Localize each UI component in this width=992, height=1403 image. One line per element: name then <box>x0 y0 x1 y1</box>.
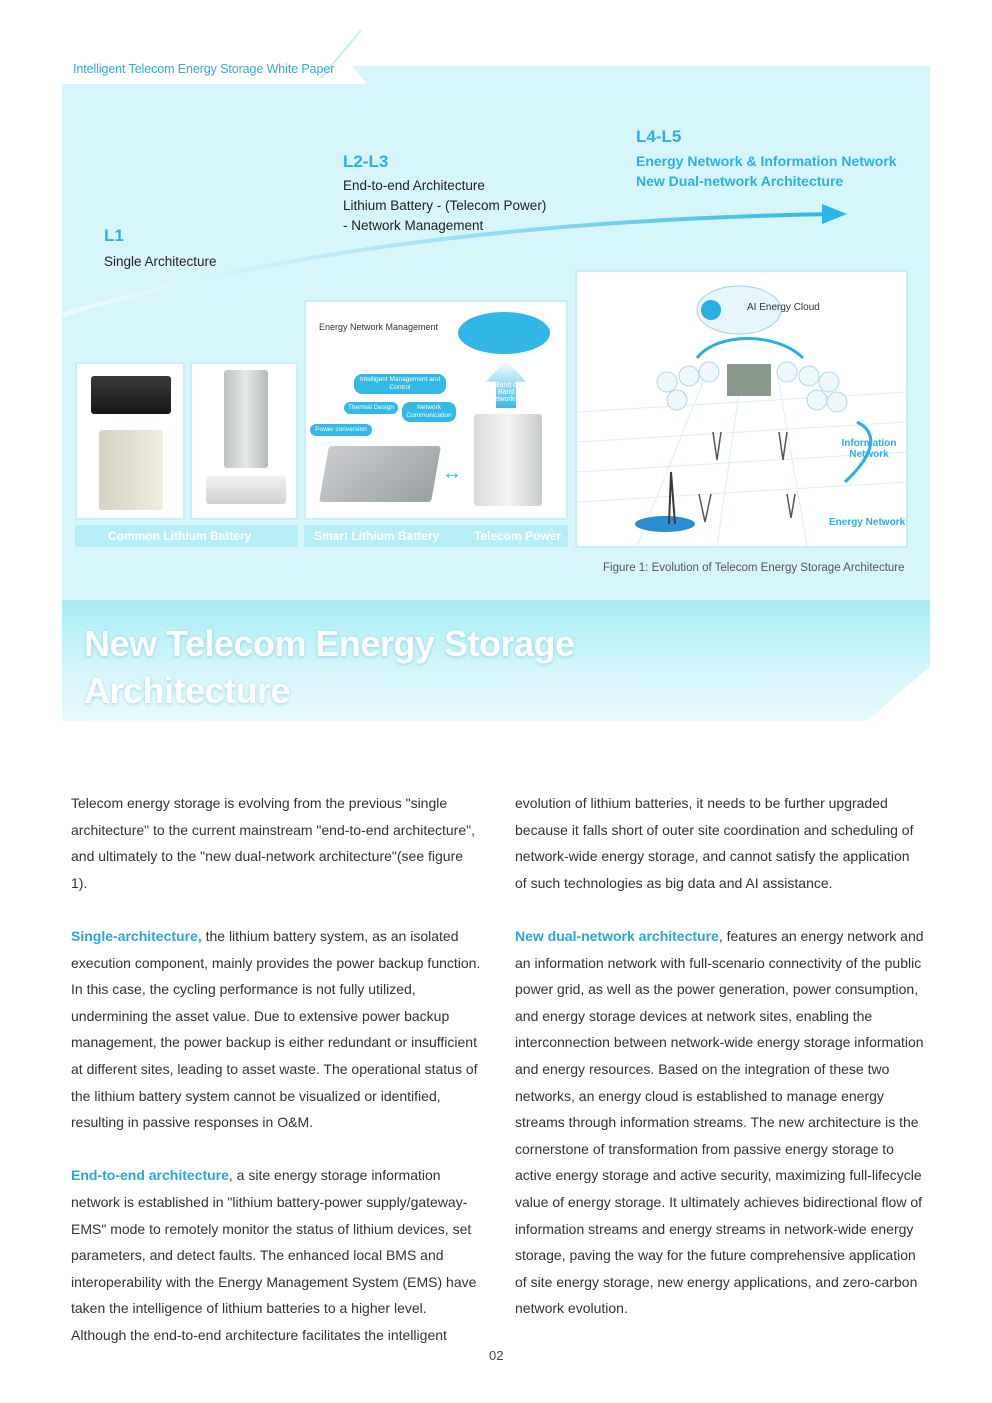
level-l2 <box>343 152 546 236</box>
dual-network-heading: New dual-network architecture <box>515 927 719 944</box>
body-column-left <box>71 790 481 1375</box>
panel-common-battery-1 <box>75 362 185 520</box>
end-to-end-text: , a site energy storage information network is established in "lithium battery-power supply/gateway-EMS" mode to remotely monitor the status of lithium devices, set parameters, and detect faults. The enhanced local BMS and interoperability with the Energy Management System (EMS) have taken the intelligence of lithium batteries to a higher level. Although the end-to-end architecture facilitates the intelligent <box>71 1167 477 1343</box>
panel-smart-battery <box>304 300 568 520</box>
tag-network-communication: Network Communication <box>402 402 456 422</box>
level-l2-code: L2-L3 <box>343 152 389 171</box>
cloud-icon <box>458 312 550 354</box>
level-l4 <box>636 127 897 191</box>
document-header-title: Intelligent Telecom Energy Storage White Paper <box>73 62 335 76</box>
tag-power-conversion: Power conversion <box>310 424 372 436</box>
paragraph-single-architecture <box>71 923 481 1136</box>
smart-battery-caption <box>304 525 568 547</box>
end-to-end-heading: End-to-end architecture <box>71 1167 229 1184</box>
panel-common-battery-2 <box>190 362 298 520</box>
telecom-power-label: Telecom Power <box>474 529 562 543</box>
paragraph-intro: Telecom energy storage is evolving from the previous "single architecture" to the current mainstream "end-to-end architecture", and ultimately to the "new dual-network architecture"(see figure 1). <box>71 795 475 891</box>
telecom-power-cabinet-image <box>474 414 542 506</box>
smart-battery-module-image <box>319 446 441 502</box>
level-l2-line-3: - Network Management <box>343 218 484 233</box>
ai-cloud-label: AI Energy Cloud <box>747 302 820 313</box>
dual-network-text: , features an energy network and an information network with full-scenario connectivity of the public power grid, as well as the power generation, power consumption, and energy storage devices at network sites, enabling the interconnection between network-wide energy storage information and energy resources. Based on the integration of these two networks, an energy cloud is established to manage energy streams through information streams. The new architecture is the cornerstone of transformation from passive energy storage to active energy storage and active security, maximizing full-lifecycle value of energy storage. It ultimately achieves bidirectional flow of information streams and energy streams in network-wide energy storage, paving the way for the future comprehensive application of site energy storage, new energy applications, and zero-carbon network evolution. <box>515 927 924 1317</box>
paragraph-dual-network <box>515 923 925 1322</box>
level-l4-code: L4-L5 <box>636 127 682 146</box>
energy-network-label: Energy Network <box>829 517 906 528</box>
information-network-label: Information Network <box>841 438 897 460</box>
single-architecture-text: the lithium battery system, as an isolated execution component, mainly provides the power backup function. In this case, the cycling performance is not fully utilized, undermining the asset value. Due to extensive power backup management, the power backup is either redundant or insufficient at different sites, leading to asset waste. The operational status of the lithium battery system cannot be visualized or identified, resulting in passive responses in O&M. <box>71 927 481 1131</box>
figure-caption: Figure 1: Evolution of Telecom Energy Storage Architecture <box>603 562 905 574</box>
smart-battery-label: Smart Lithium Battery <box>314 529 440 543</box>
paragraph-continuation: evolution of lithium batteries, it needs to be further upgraded because it falls short of outer site coordination and scheduling of network-wide energy storage, and cannot satisfy the application of such technologies as big data and AI assistance. <box>515 795 914 891</box>
outdoor-battery-image <box>224 370 268 468</box>
level-l2-line-1: End-to-end Architecture <box>343 178 485 193</box>
battery-cabinet-image <box>99 430 163 510</box>
level-l1-code: L1 <box>104 226 124 245</box>
body-column-right <box>515 790 925 1348</box>
page-number: 02 <box>489 1348 504 1363</box>
panel-dual-network <box>575 270 908 548</box>
tag-thermal-design: Thermal Design <box>344 402 398 414</box>
network-mgmt-label: Energy Network Management <box>319 322 439 332</box>
rack-battery-image <box>91 376 171 414</box>
level-l4-line-2: New Dual-network Architecture <box>636 173 844 189</box>
common-battery-caption: Common Lithium Battery <box>75 525 298 547</box>
bidirectional-arrow-icon: ↔ <box>442 462 462 484</box>
single-architecture-heading: Single-architecture, <box>71 927 202 944</box>
level-l2-line-2: Lithium Battery - (Telecom Power) <box>343 198 547 213</box>
dual-network-illustration <box>577 272 906 546</box>
inband-label: In-Band out-Band Networking <box>486 382 526 403</box>
level-l1 <box>104 226 217 272</box>
rack-unit-image <box>206 476 286 504</box>
tag-intelligent-management: Intelligent Management and Control <box>354 374 446 394</box>
level-l4-line-1: Energy Network & Information Network <box>636 153 897 169</box>
paragraph-end-to-end <box>71 1162 481 1348</box>
page-title: New Telecom Energy Storage Architecture <box>84 623 575 711</box>
level-l1-line: Single Architecture <box>104 254 217 269</box>
